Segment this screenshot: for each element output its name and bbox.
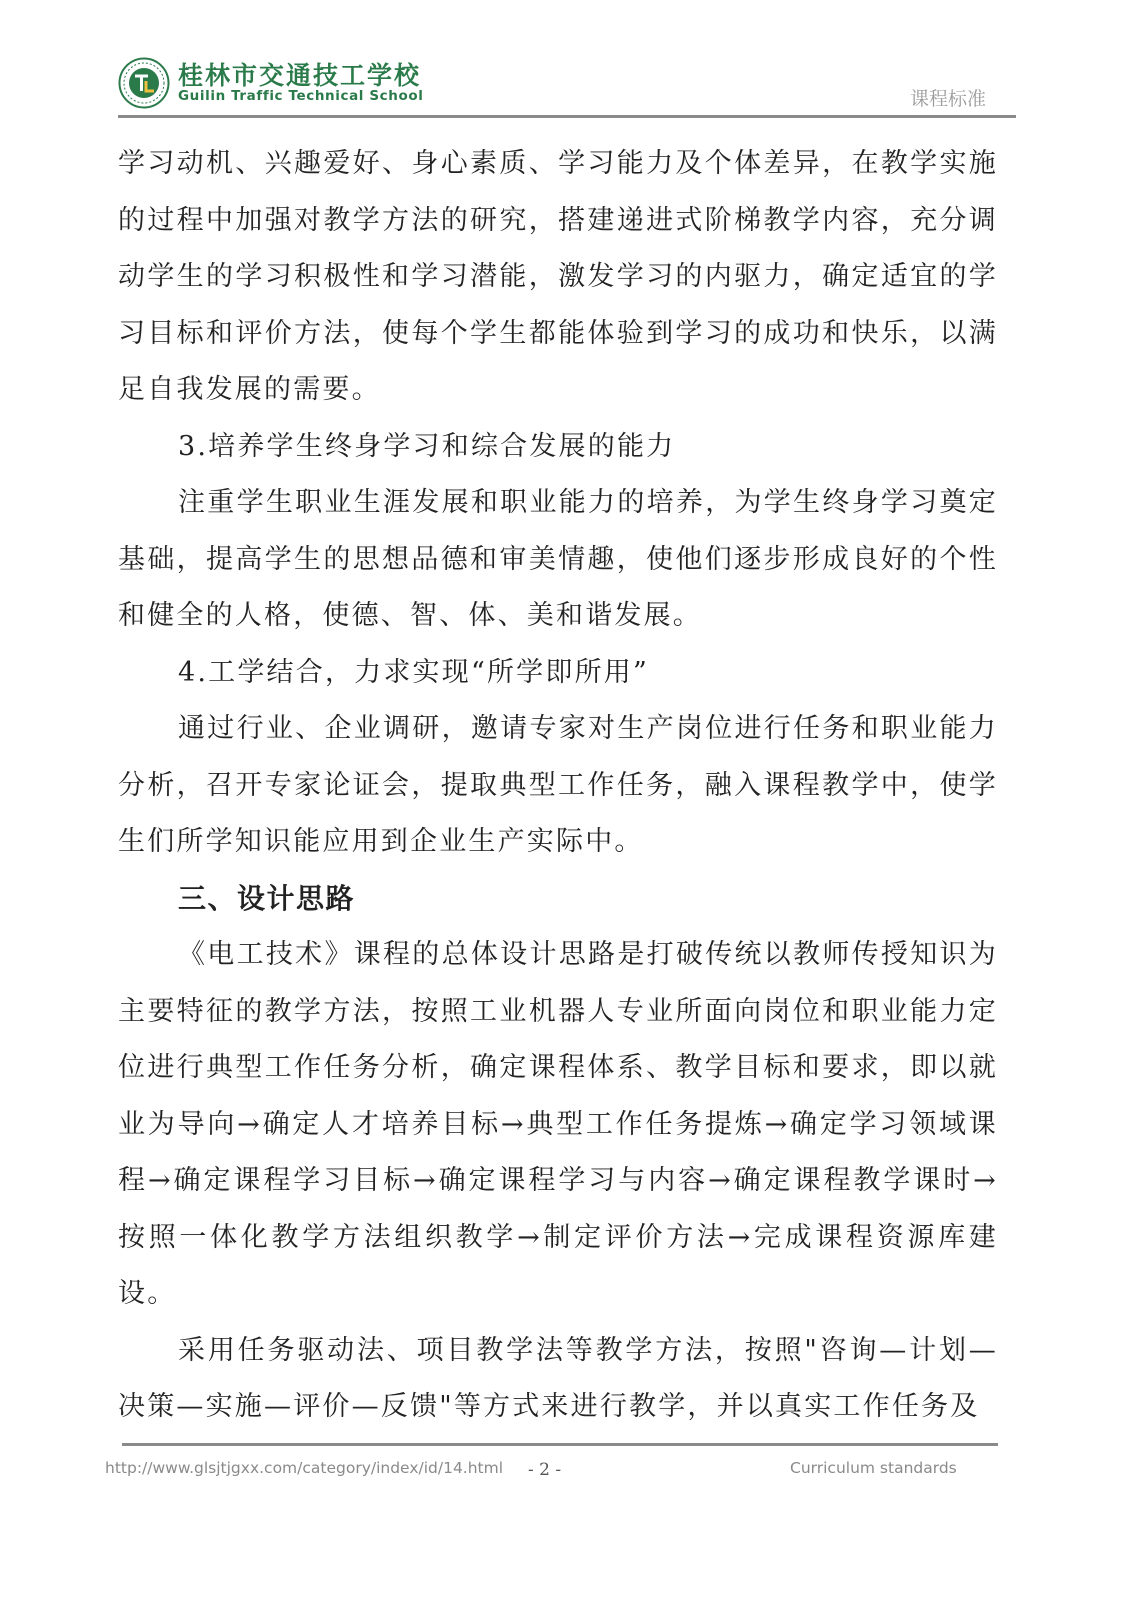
- footer-label: Curriculum standards: [790, 1459, 957, 1477]
- footer-divider: [122, 1443, 998, 1446]
- paragraph: 注重学生职业生涯发展和职业能力的培养，为学生终身学习奠定基础，提高学生的思想品德和审美情趣，使他们逐步形成良好的个性和健全的人格，使德、智、体、美和谐发展。: [118, 487, 998, 631]
- page-number: - 2 -: [528, 1460, 562, 1480]
- school-seal-logo: [118, 57, 170, 109]
- school-name-cn: 桂林市交通技工学校: [178, 61, 422, 90]
- paragraph: 采用任务驱动法、项目教学法等教学方法，按照"咨询—计划—决策—实施—评价—反馈"等方式来进行教学，并以真实工作任务及: [118, 1334, 998, 1422]
- footer-url: http://www.glsjtjgxx.com/category/index/id/14.html: [105, 1459, 504, 1477]
- paragraph: 3.培养学生终身学习和综合发展的能力: [178, 430, 676, 462]
- page-header: [0, 0, 1131, 120]
- header-divider: [118, 115, 1016, 118]
- paragraph: 4.工学结合，力求实现“所学即所用”: [178, 656, 649, 688]
- paragraph: 《电工技术》课程的总体设计思路是打破传统以教师传授知识为主要特征的教学方法，按照工业机器人专业所面向岗位和职业能力定位进行典型工作任务分析，确定课程体系、教学目标和要求，即以就业为导向→确定人才培养目标→典型工作任务提炼→确定学习领域课程→确定课程学习目标→确定课程学习与内容→确定课程教学课时→按照一体化教学方法组织教学→制定评价方法→完成课程资源库建设。: [118, 939, 998, 1309]
- section-heading: 三、设计思路: [178, 881, 356, 915]
- paragraph: 通过行业、企业调研，邀请专家对生产岗位进行任务和职业能力分析，召开专家论证会，提取典型工作任务，融入课程教学中，使学生们所学知识能应用到企业生产实际中。: [118, 713, 998, 857]
- paragraph: 学习动机、兴趣爱好、身心素质、学习能力及个体差异，在教学实施的过程中加强对教学方法的研究，搭建递进式阶梯教学内容，充分调动学生的学习积极性和学习潜能，激发学习的内驱力，确定适宜的学习目标和评价方法，使每个学生都能体验到学习的成功和快乐，以满足自我发展的需要。: [118, 148, 998, 405]
- school-name-en: Guilin Traffic Technical School: [178, 88, 424, 104]
- section-label: 课程标准: [909, 88, 986, 110]
- document-body: [118, 136, 998, 1436]
